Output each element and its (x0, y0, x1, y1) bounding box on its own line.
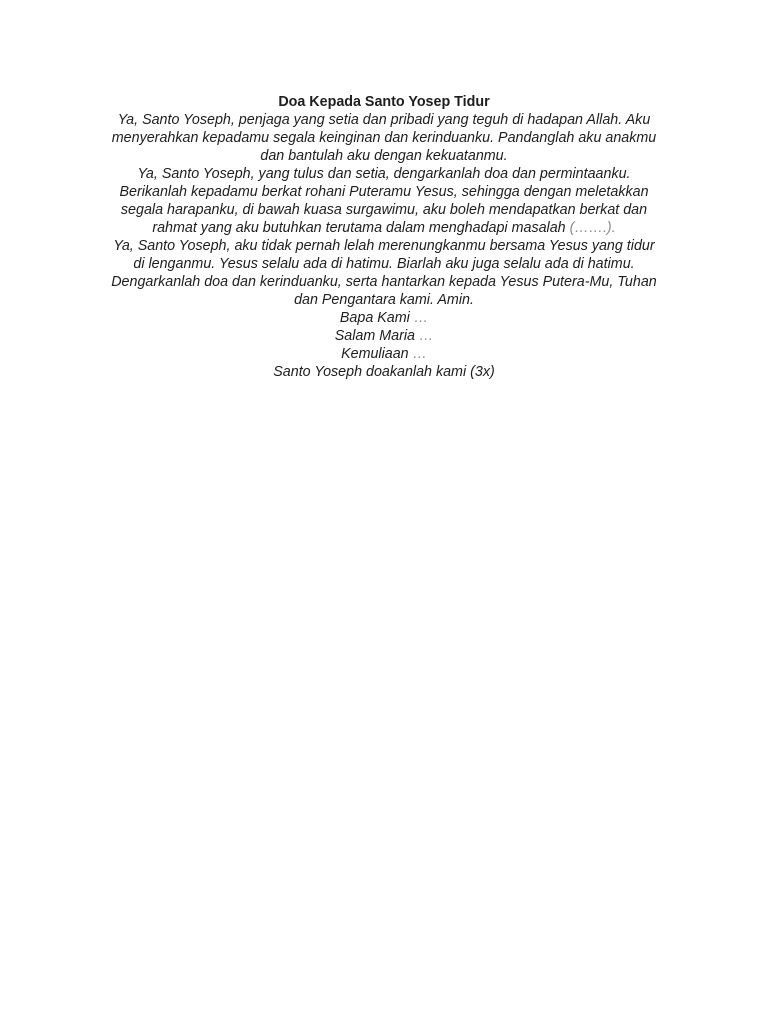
prayer-line-bapa-kami: Bapa Kami … (339, 310, 429, 326)
prayer-text (80, 93, 688, 381)
ellipsis-marker: … (413, 310, 429, 326)
prayer-line: dan bantulah aku dengan kekuatanmu. (260, 148, 508, 164)
ellipsis-marker: … (418, 328, 434, 344)
prayer-body (80, 111, 688, 381)
prayer-line: segala harapanku, di bawah kuasa surgawimu, aku boleh mendapatkan berkat dan (120, 202, 648, 218)
prayer-line-closing: Santo Yoseph doakanlah kami (3x) (273, 364, 495, 380)
prayer-line: Ya, Santo Yoseph, penjaga yang setia dan pribadi yang teguh di hadapan Allah. Aku (117, 112, 651, 128)
prayer-line: dan Pengantara kami. Amin. (294, 292, 474, 308)
prayer-line: Berikanlah kepadamu berkat rohani Puteramu Yesus, sehingga dengan meletakkan (119, 184, 649, 200)
placeholder-marker: (…….). (569, 220, 616, 236)
prayer-line: Ya, Santo Yoseph, yang tulus dan setia, dengarkanlah doa dan permintaanku. (137, 166, 631, 182)
prayer-line-salam-maria: Salam Maria … (334, 328, 434, 344)
prayer-line: Ya, Santo Yoseph, aku tidak pernah lelah merenungkanmu bersama Yesus yang tidur (113, 238, 655, 254)
prayer-title: Doa Kepada Santo Yosep Tidur (278, 94, 490, 110)
ellipsis-marker: … (412, 346, 427, 362)
prayer-line-kemuliaan: Kemuliaan … (341, 346, 427, 362)
prayer-line: Dengarkanlah doa dan kerinduanku, serta hantarkan kepada Yesus Putera-Mu, Tuhan (111, 274, 657, 290)
prayer-line: di lenganmu. Yesus selalu ada di hatimu. Biarlah aku juga selalu ada di hatimu. (133, 256, 635, 272)
prayer-line: menyerahkan kepadamu segala keinginan dan kerinduanku. Pandanglah aku anakmu (111, 130, 657, 146)
prayer-line: rahmat yang aku butuhkan terutama dalam menghadapi masalah (…….). (152, 220, 616, 236)
